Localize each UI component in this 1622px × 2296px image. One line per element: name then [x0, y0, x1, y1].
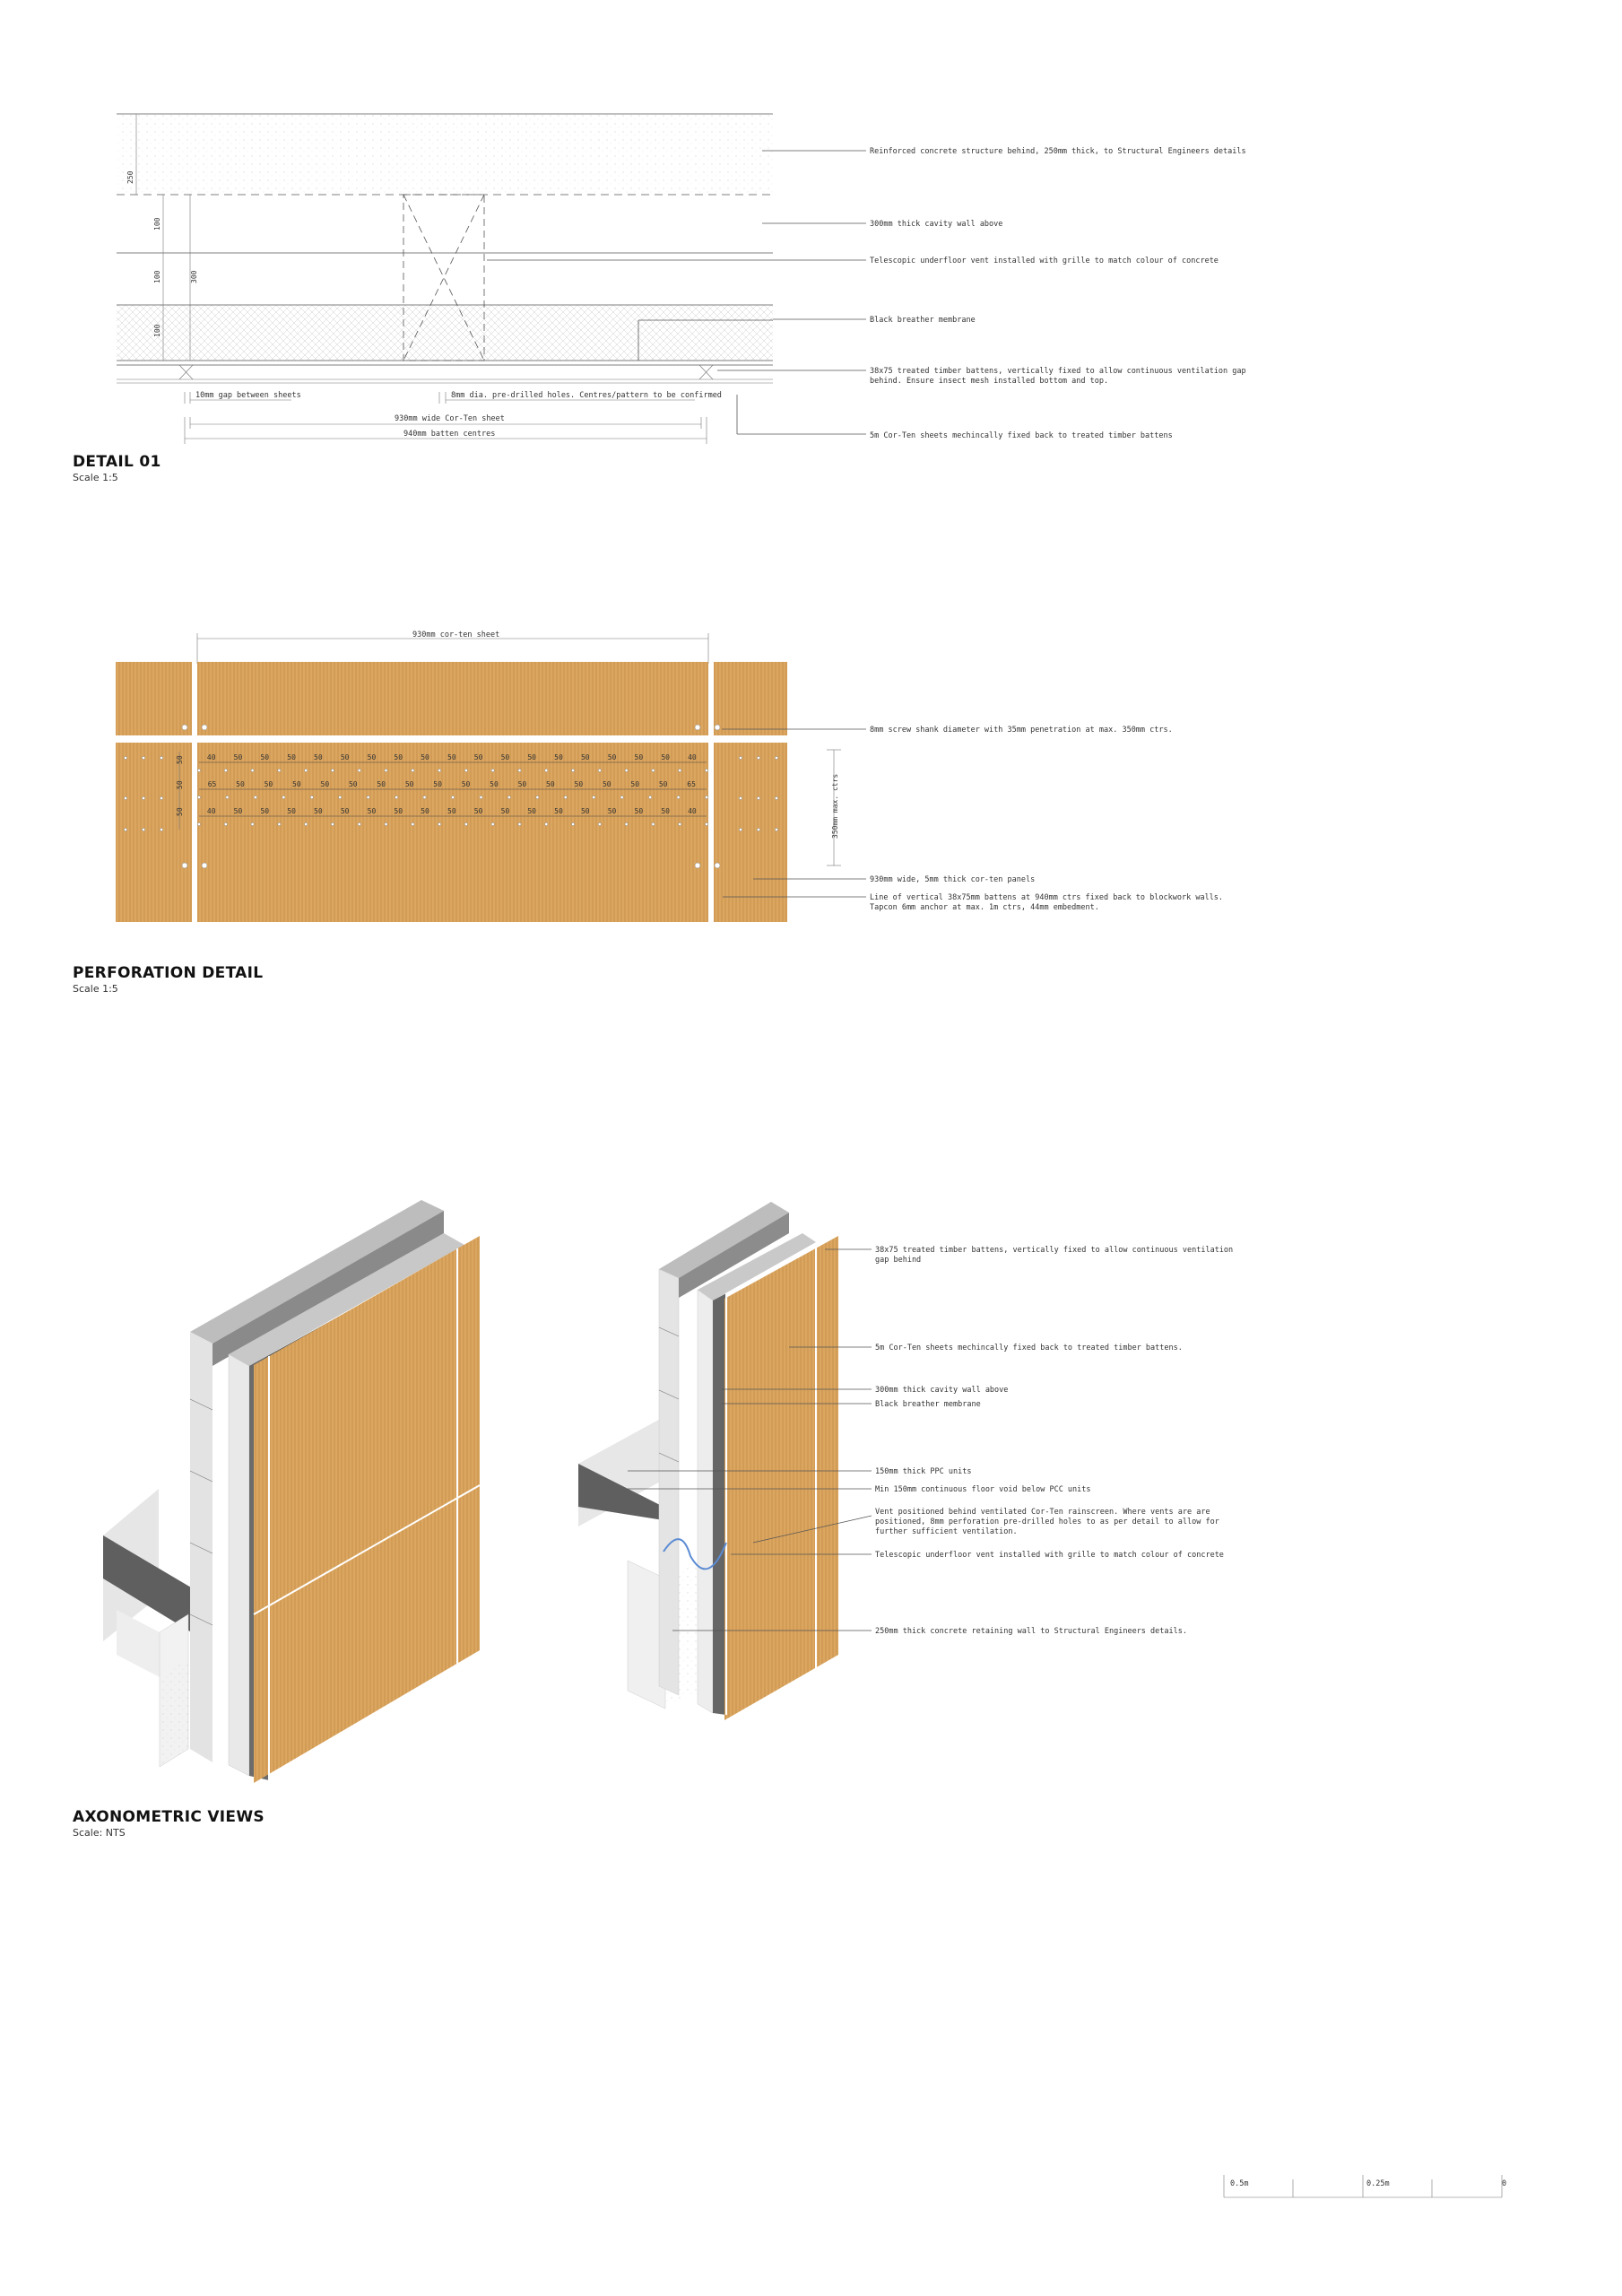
perforation-title: PERFORATION DETAIL — [73, 964, 264, 982]
perforation-spacing-label: 50 — [340, 753, 350, 761]
perforation-hole — [649, 796, 652, 798]
perforation-spacing-label: 50 — [367, 807, 377, 815]
perforation-spacing-label: 40 — [688, 753, 697, 761]
perforation-hole — [278, 822, 281, 825]
note-timber-battens-2: behind. Ensure insect mesh installed bottom and top. — [870, 377, 1109, 386]
perforation-spacing-label: 40 — [206, 807, 216, 815]
scale-label-0: 0 — [1502, 2179, 1507, 2188]
perforation-hole — [438, 769, 441, 771]
perforation-hole — [331, 769, 334, 771]
perforation-hole — [254, 796, 256, 798]
perforation-hole — [593, 796, 595, 798]
corten-panel-top-left — [116, 662, 192, 735]
detail-01-scale: Scale 1:5 — [73, 472, 118, 483]
perforation-hole — [679, 822, 681, 825]
perforation-hole — [251, 769, 254, 771]
axo-note-floor-void: Min 150mm continuous floor void below PCC units — [875, 1485, 1091, 1494]
note-timber-battens-1: 38x75 treated timber battens, vertically fixed to allow continuous ventilation gap — [870, 367, 1246, 376]
axonometric-title: AXONOMETRIC VIEWS — [73, 1808, 265, 1826]
perforation-spacing-label: 50 — [500, 807, 510, 815]
perforation-spacing-label: 65 — [687, 780, 696, 788]
perforation-hole — [705, 796, 707, 798]
perforation-spacing-label: 50 — [433, 780, 442, 788]
perforation-spacing-label: 50 — [658, 780, 668, 788]
perforation-hole — [412, 769, 414, 771]
vert-dim-1: 50 — [176, 755, 184, 764]
cavity-wall-hatch — [117, 305, 773, 361]
perforation-hole — [464, 822, 467, 825]
perforation-spacing-label: 50 — [340, 807, 350, 815]
perforation-hole — [197, 769, 200, 771]
perforation-hole — [358, 769, 360, 771]
perforation-hole — [652, 769, 655, 771]
note-cavity-wall: 300mm thick cavity wall above — [870, 220, 1003, 229]
scale-bar — [1224, 2175, 1506, 2197]
perforation-hole — [226, 796, 229, 798]
perforation-hole — [491, 822, 494, 825]
perforation-hole — [438, 822, 441, 825]
corten-panel-top-main — [197, 662, 708, 735]
perforation-hole — [142, 828, 144, 831]
wall-face-left — [190, 1332, 213, 1762]
perforation-spacing-label: 50 — [447, 807, 456, 815]
axo-note-corten: 5m Cor-Ten sheets mechincally fixed back to treated timber battens. — [875, 1344, 1183, 1352]
label-batten-centres: 940mm batten centres — [403, 430, 496, 439]
perforation-hole — [385, 822, 387, 825]
perforation-hole — [679, 769, 681, 771]
perforation-spacing-label: 50 — [394, 807, 403, 815]
axo-note-vent-1: Vent positioned behind ventilated Cor-Ten rainscreen. Where vents are are — [875, 1508, 1210, 1517]
perforation-hole — [160, 796, 162, 799]
perforation-spacing-label: 50 — [473, 807, 483, 815]
perforation-spacing-label: 50 — [292, 780, 301, 788]
perforation-hole — [367, 796, 369, 798]
note-tapcon-anchor: Tapcon 6mm anchor at max. 1m ctrs, 44mm embedment. — [870, 903, 1099, 912]
perforation-hole — [282, 796, 285, 798]
axo-note-battens-1: 38x75 treated timber battens, vertically fixed to allow continuous ventilation — [875, 1246, 1234, 1255]
dim-300: 300 — [190, 270, 198, 283]
perforation-spacing-label: 50 — [314, 753, 323, 761]
perforation-spacing-label: 50 — [233, 807, 243, 815]
perforation-hole — [160, 756, 162, 759]
perforation-hole — [775, 828, 777, 831]
note-breather-membrane: Black breather membrane — [870, 316, 976, 325]
perforation-hole — [739, 828, 742, 831]
perforation-hole — [695, 863, 700, 868]
perforation-hole — [197, 796, 200, 798]
note-telescopic-vent: Telescopic underfloor vent installed with grille to match colour of concrete — [870, 257, 1219, 265]
perforation-spacing-label: 50 — [394, 753, 403, 761]
perforation-hole — [536, 796, 539, 798]
perforation-scale: Scale 1:5 — [73, 983, 118, 995]
dim-100-c: 100 — [153, 324, 161, 337]
perforation-hole — [545, 822, 548, 825]
label-corten-sheet-width: 930mm wide Cor-Ten sheet — [395, 414, 505, 423]
axonometric-scale: Scale: NTS — [73, 1827, 126, 1839]
perforation-detail — [73, 631, 1223, 995]
note-reinforced-concrete: Reinforced concrete structure behind, 250mm thick, to Structural Engineers details — [870, 147, 1246, 156]
corten-panel-right — [724, 1236, 838, 1720]
perforation-hole — [775, 756, 777, 759]
perforation-hole — [757, 828, 759, 831]
note-vertical-battens: Line of vertical 38x75mm battens at 940mm ctrs fixed back to blockwork walls. — [870, 893, 1224, 902]
axo-note-cavity: 300mm thick cavity wall above — [875, 1386, 1009, 1395]
label-predrilled-holes: 8mm dia. pre-drilled holes. Centres/pattern to be confirmed — [451, 391, 722, 400]
perforation-hole — [142, 796, 144, 799]
perforation-spacing-label: 40 — [688, 807, 697, 815]
axonometric-view-right — [578, 1202, 1233, 1720]
side-dim-350: 350mm max. ctrs — [831, 773, 839, 839]
perforation-spacing-label: 50 — [264, 780, 273, 788]
perforation-hole — [625, 769, 628, 771]
note-corten-panels: 930mm wide, 5mm thick cor-ten panels — [870, 875, 1036, 884]
perforation-hole — [202, 725, 207, 730]
perforation-spacing-label: 50 — [634, 807, 644, 815]
perforation-hole — [278, 769, 281, 771]
perforation-hole — [775, 796, 777, 799]
perforation-hole — [598, 822, 601, 825]
perforation-spacing-label: 50 — [473, 753, 483, 761]
perforation-hole — [251, 822, 254, 825]
axonometric-view-left — [103, 1200, 480, 1783]
perforation-spacing-label: 50 — [233, 753, 243, 761]
perforation-hole — [677, 796, 680, 798]
perforation-hole — [545, 769, 548, 771]
perforation-spacing-label: 50 — [260, 807, 270, 815]
dim-100-a: 100 — [153, 217, 161, 230]
perforation-spacing-label: 50 — [527, 753, 537, 761]
axo-note-vent-2: positioned, 8mm perforation pre-drilled holes to as per detail to allow for — [875, 1518, 1219, 1526]
perforation-spacing-label: 40 — [206, 753, 216, 761]
perforation-hole — [598, 769, 601, 771]
dim-250: 250 — [126, 170, 134, 184]
perforation-hole — [739, 756, 742, 759]
note-corten-sheets: 5m Cor-Ten sheets mechincally fixed back to treated timber battens — [870, 431, 1173, 440]
perforation-hole — [339, 796, 342, 798]
perforation-hole — [202, 863, 207, 868]
corten-panel-bottom-main — [197, 743, 708, 922]
perforation-hole — [305, 769, 308, 771]
perforation-hole — [124, 796, 126, 799]
corten-panel-bottom-right — [714, 743, 787, 922]
perforation-hole — [358, 822, 360, 825]
perforation-spacing-label: 50 — [574, 780, 584, 788]
perforation-hole — [124, 756, 126, 759]
perforation-hole — [518, 769, 521, 771]
axo-note-telescopic: Telescopic underfloor vent installed with grille to match colour of concrete — [875, 1551, 1224, 1560]
axo-note-retaining: 250mm thick concrete retaining wall to Structural Engineers details. — [875, 1627, 1187, 1636]
perforation-hole — [739, 796, 742, 799]
perforation-hole — [491, 769, 494, 771]
perforation-spacing-label: 50 — [607, 753, 617, 761]
perforation-hole — [451, 796, 454, 798]
perforation-spacing-label: 50 — [287, 807, 296, 815]
perforation-hole — [715, 863, 720, 868]
perforation-spacing-label: 50 — [500, 753, 510, 761]
perforation-hole — [705, 769, 707, 771]
perforation-spacing-label: 50 — [461, 780, 471, 788]
detail-01-section — [73, 114, 1246, 483]
perforation-spacing-label: 50 — [421, 807, 429, 815]
scale-label-05m: 0.5m — [1230, 2179, 1249, 2188]
perforation-spacing-label: 50 — [367, 753, 377, 761]
perforation-spacing-label: 50 — [661, 753, 670, 761]
axo-note-battens-2: gap behind — [875, 1256, 922, 1265]
perforation-hole — [625, 822, 628, 825]
perforation-spacing-label: 50 — [260, 753, 270, 761]
detail-01-bottom-dims — [185, 391, 722, 444]
perforation-spacing-label: 50 — [320, 780, 330, 788]
perforation-spacing-label: 50 — [421, 753, 429, 761]
perf-side-dim — [827, 750, 841, 865]
perforation-spacing-label: 65 — [207, 780, 217, 788]
perforation-hole — [464, 769, 467, 771]
vert-dim-3: 50 — [176, 807, 184, 816]
concrete-structure — [117, 114, 773, 195]
perforation-hole — [224, 769, 227, 771]
perforation-hole — [385, 769, 387, 771]
perforation-hole — [620, 796, 623, 798]
corten-panel-bottom-left — [116, 743, 192, 922]
perforation-spacing-label: 50 — [236, 780, 245, 788]
perforation-hole — [757, 756, 759, 759]
perforation-hole — [412, 822, 414, 825]
perforation-hole — [182, 863, 187, 868]
perforation-spacing-label: 50 — [314, 807, 323, 815]
perforation-hole — [182, 725, 187, 730]
perforation-hole — [564, 796, 567, 798]
dim-100-b: 100 — [153, 270, 161, 283]
vert-dim-2: 50 — [176, 780, 184, 789]
corten-panel-top-right — [714, 662, 787, 735]
perforation-spacing-label: 50 — [447, 753, 456, 761]
perforation-spacing-label: 50 — [554, 807, 563, 815]
label-gap-between-sheets: 10mm gap between sheets — [195, 391, 301, 400]
perforation-hole — [695, 725, 700, 730]
perforation-spacing-label: 50 — [377, 780, 386, 788]
perforation-hole — [757, 796, 759, 799]
perforation-hole — [331, 822, 334, 825]
axo-note-membrane: Black breather membrane — [875, 1400, 981, 1409]
perforation-spacing-label: 50 — [634, 753, 644, 761]
perforation-hole — [571, 822, 574, 825]
perforation-spacing-label: 50 — [517, 780, 527, 788]
perforation-spacing-label: 50 — [661, 807, 670, 815]
perforation-hole — [197, 822, 200, 825]
perf-top-dim: 930mm cor-ten sheet — [412, 631, 500, 639]
perforation-hole — [124, 828, 126, 831]
perforation-hole — [480, 796, 482, 798]
perforation-hole — [305, 822, 308, 825]
perforation-hole — [142, 756, 144, 759]
perforation-hole — [160, 828, 162, 831]
perforation-hole — [395, 796, 398, 798]
perforation-hole — [715, 725, 720, 730]
axo-note-vent-3: further sufficient ventilation. — [875, 1527, 1018, 1536]
perforation-spacing-label: 50 — [348, 780, 358, 788]
perforation-spacing-label: 50 — [546, 780, 555, 788]
perforation-hole — [705, 822, 707, 825]
perforation-spacing-label: 50 — [602, 780, 612, 788]
perforation-spacing-label: 50 — [404, 780, 414, 788]
perforation-spacing-label: 50 — [287, 753, 296, 761]
axo-note-ppc: 150mm thick PPC units — [875, 1467, 972, 1476]
perforation-spacing-label: 50 — [607, 807, 617, 815]
perforation-hole — [423, 796, 426, 798]
perforation-spacing-label: 50 — [490, 780, 499, 788]
note-screw-shank: 8mm screw shank diameter with 35mm penetration at max. 350mm ctrs. — [870, 726, 1173, 735]
perforation-spacing-label: 50 — [580, 807, 590, 815]
perforation-spacing-label: 50 — [554, 753, 563, 761]
perforation-hole — [507, 796, 510, 798]
perforation-hole — [571, 769, 574, 771]
detail-01-title: DETAIL 01 — [73, 453, 161, 471]
scale-label-025m: 0.25m — [1366, 2179, 1390, 2188]
perforation-spacing-label: 50 — [580, 753, 590, 761]
perforation-spacing-label: 50 — [630, 780, 640, 788]
perforation-hole — [224, 822, 227, 825]
perforation-hole — [652, 822, 655, 825]
perforation-spacing-label: 50 — [527, 807, 537, 815]
perforation-hole — [518, 822, 521, 825]
perforation-hole — [310, 796, 313, 798]
